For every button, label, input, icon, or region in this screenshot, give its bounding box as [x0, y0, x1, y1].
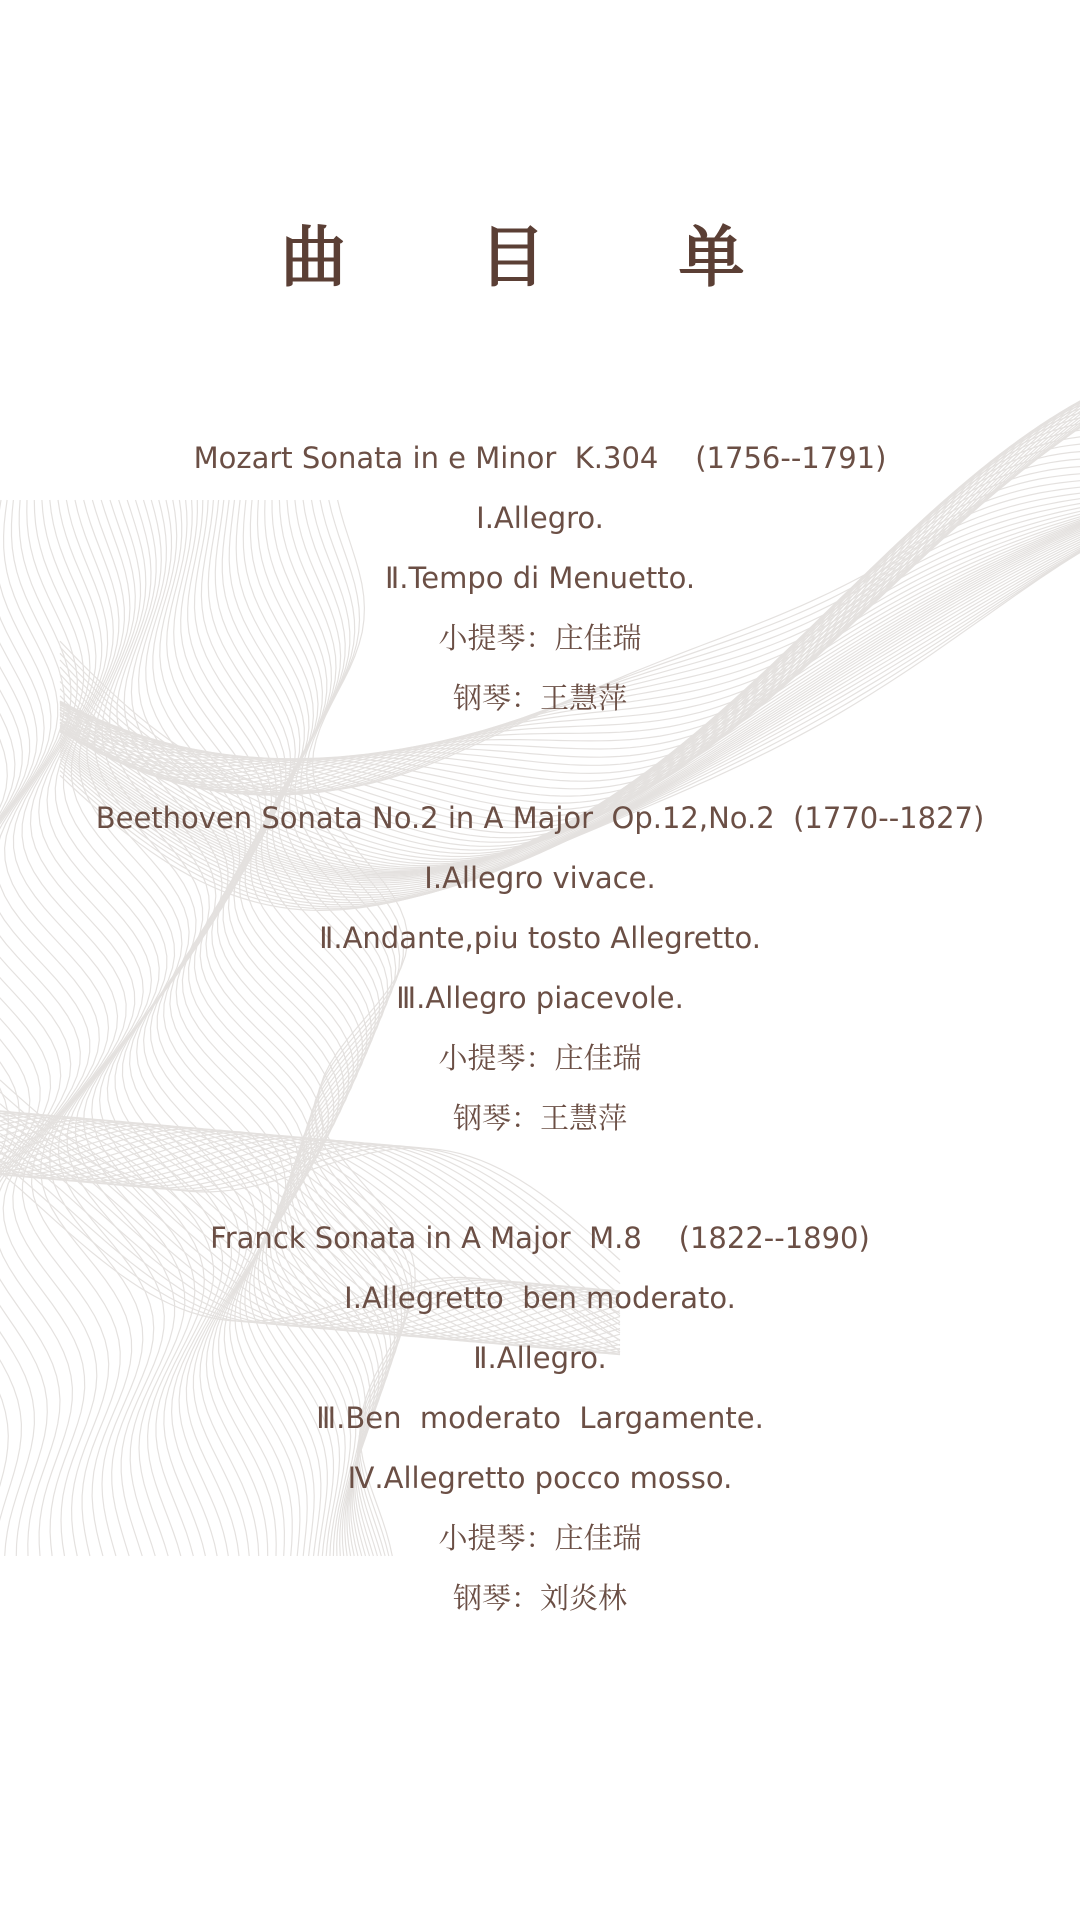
piano-performer: 钢琴：刘炎林 — [452, 1581, 627, 1615]
violin-performer: 小提琴：庄佳瑞 — [438, 1521, 642, 1555]
piece-title: Mozart Sonata in e Minor K.304 (1756--1791) — [193, 441, 887, 475]
program-list — [0, 428, 1080, 1688]
violin-performer: 小提琴：庄佳瑞 — [438, 621, 642, 655]
page-title: 曲 目 单 — [280, 219, 800, 296]
movement-item: Ⅳ.Allegretto pocco mosso. — [347, 1461, 733, 1495]
piece-title: Beethoven Sonata No.2 in A Major Op.12,No.2 (1770--1827) — [95, 801, 985, 835]
movement-item: Ⅱ.Tempo di Menuetto. — [384, 561, 696, 595]
movement-item: Ⅰ.Allegro. — [476, 501, 604, 535]
movement-item: Ⅲ.Allegro piacevole. — [396, 981, 684, 1015]
violin-performer: 小提琴：庄佳瑞 — [438, 1041, 642, 1075]
movement-item: Ⅱ.Andante,piu tosto Allegretto. — [319, 921, 761, 955]
movement-item: Ⅱ.Allegro. — [473, 1341, 607, 1375]
piece-beethoven — [0, 788, 1080, 1148]
piece-mozart — [0, 428, 1080, 728]
piece-franck — [0, 1208, 1080, 1628]
movement-item: Ⅰ.Allegro vivace. — [424, 861, 656, 895]
piece-title: Franck Sonata in A Major M.8 (1822--1890) — [210, 1221, 870, 1255]
movement-item: Ⅲ.Ben moderato Largamente. — [316, 1401, 764, 1435]
piano-performer: 钢琴：王慧萍 — [452, 681, 627, 715]
movement-item: Ⅰ.Allegretto ben moderato. — [344, 1281, 736, 1315]
piano-performer: 钢琴：王慧萍 — [452, 1101, 627, 1135]
